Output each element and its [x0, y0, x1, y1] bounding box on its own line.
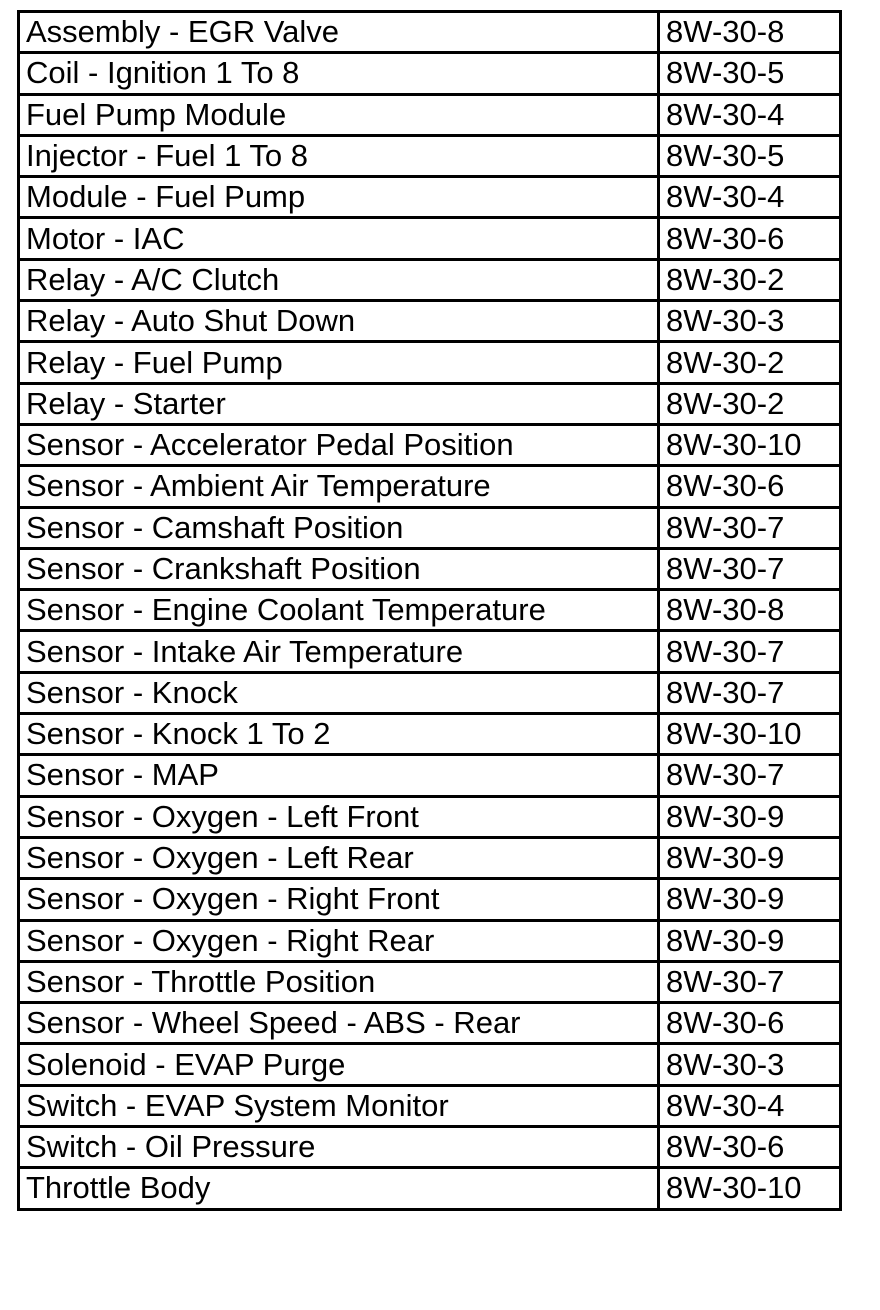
component-name-cell: Throttle Body: [19, 1168, 659, 1209]
table-row: [19, 1127, 841, 1168]
table-row: [19, 342, 841, 383]
page-reference-cell: 8W-30-7: [659, 631, 841, 672]
page-reference-cell: 8W-30-7: [659, 507, 841, 548]
component-index-table-wrapper: [17, 10, 842, 1211]
table-row: [19, 466, 841, 507]
table-row: [19, 837, 841, 878]
component-name-cell: Sensor - Engine Coolant Temperature: [19, 590, 659, 631]
page-reference-cell: 8W-30-5: [659, 135, 841, 176]
table-row: [19, 1168, 841, 1209]
component-name-cell: Motor - IAC: [19, 218, 659, 259]
component-name-cell: Sensor - Crankshaft Position: [19, 548, 659, 589]
page-reference-cell: 8W-30-10: [659, 714, 841, 755]
page-reference-cell: 8W-30-2: [659, 259, 841, 300]
component-name-cell: Sensor - Oxygen - Right Rear: [19, 920, 659, 961]
table-row: [19, 961, 841, 1002]
table-row: [19, 755, 841, 796]
component-name-cell: Injector - Fuel 1 To 8: [19, 135, 659, 176]
page-reference-cell: 8W-30-4: [659, 177, 841, 218]
page-reference-cell: 8W-30-2: [659, 342, 841, 383]
table-row: [19, 507, 841, 548]
page-reference-cell: 8W-30-6: [659, 466, 841, 507]
table-row: [19, 672, 841, 713]
component-name-cell: Sensor - Intake Air Temperature: [19, 631, 659, 672]
table-row: [19, 714, 841, 755]
page-reference-cell: 8W-30-10: [659, 1168, 841, 1209]
table-row: [19, 1044, 841, 1085]
table-row: [19, 94, 841, 135]
component-name-cell: Sensor - Wheel Speed - ABS - Rear: [19, 1003, 659, 1044]
component-name-cell: Fuel Pump Module: [19, 94, 659, 135]
component-name-cell: Relay - Fuel Pump: [19, 342, 659, 383]
table-row: [19, 135, 841, 176]
page-reference-cell: 8W-30-6: [659, 1003, 841, 1044]
table-row: [19, 879, 841, 920]
page-reference-cell: 8W-30-9: [659, 837, 841, 878]
table-body: [19, 12, 841, 1210]
component-name-cell: Switch - Oil Pressure: [19, 1127, 659, 1168]
component-name-cell: Relay - A/C Clutch: [19, 259, 659, 300]
page-reference-cell: 8W-30-7: [659, 755, 841, 796]
component-name-cell: Module - Fuel Pump: [19, 177, 659, 218]
table-row: [19, 12, 841, 53]
component-index-table: [17, 10, 842, 1211]
component-name-cell: Coil - Ignition 1 To 8: [19, 53, 659, 94]
table-row: [19, 301, 841, 342]
page-reference-cell: 8W-30-4: [659, 94, 841, 135]
component-name-cell: Sensor - Oxygen - Right Front: [19, 879, 659, 920]
page-reference-cell: 8W-30-8: [659, 12, 841, 53]
table-row: [19, 796, 841, 837]
component-name-cell: Sensor - Knock: [19, 672, 659, 713]
table-row: [19, 383, 841, 424]
table-row: [19, 590, 841, 631]
page-reference-cell: 8W-30-9: [659, 796, 841, 837]
component-name-cell: Relay - Auto Shut Down: [19, 301, 659, 342]
table-row: [19, 53, 841, 94]
component-name-cell: Sensor - Throttle Position: [19, 961, 659, 1002]
page-reference-cell: 8W-30-6: [659, 1127, 841, 1168]
page-reference-cell: 8W-30-6: [659, 218, 841, 259]
page-reference-cell: 8W-30-7: [659, 961, 841, 1002]
table-row: [19, 631, 841, 672]
page-reference-cell: 8W-30-9: [659, 920, 841, 961]
page-reference-cell: 8W-30-9: [659, 879, 841, 920]
component-name-cell: Solenoid - EVAP Purge: [19, 1044, 659, 1085]
page-reference-cell: 8W-30-7: [659, 672, 841, 713]
page-reference-cell: 8W-30-7: [659, 548, 841, 589]
component-name-cell: Sensor - Accelerator Pedal Position: [19, 424, 659, 465]
table-row: [19, 259, 841, 300]
page-reference-cell: 8W-30-8: [659, 590, 841, 631]
table-row: [19, 218, 841, 259]
table-row: [19, 177, 841, 218]
page-reference-cell: 8W-30-3: [659, 301, 841, 342]
component-name-cell: Sensor - Camshaft Position: [19, 507, 659, 548]
page-reference-cell: 8W-30-2: [659, 383, 841, 424]
table-row: [19, 548, 841, 589]
table-row: [19, 920, 841, 961]
component-name-cell: Sensor - MAP: [19, 755, 659, 796]
table-row: [19, 424, 841, 465]
component-name-cell: Sensor - Ambient Air Temperature: [19, 466, 659, 507]
page-reference-cell: 8W-30-5: [659, 53, 841, 94]
page-reference-cell: 8W-30-10: [659, 424, 841, 465]
page-reference-cell: 8W-30-4: [659, 1085, 841, 1126]
page-reference-cell: 8W-30-3: [659, 1044, 841, 1085]
component-name-cell: Switch - EVAP System Monitor: [19, 1085, 659, 1126]
component-name-cell: Assembly - EGR Valve: [19, 12, 659, 53]
table-row: [19, 1085, 841, 1126]
table-row: [19, 1003, 841, 1044]
component-name-cell: Relay - Starter: [19, 383, 659, 424]
component-name-cell: Sensor - Oxygen - Left Front: [19, 796, 659, 837]
component-name-cell: Sensor - Oxygen - Left Rear: [19, 837, 659, 878]
component-name-cell: Sensor - Knock 1 To 2: [19, 714, 659, 755]
